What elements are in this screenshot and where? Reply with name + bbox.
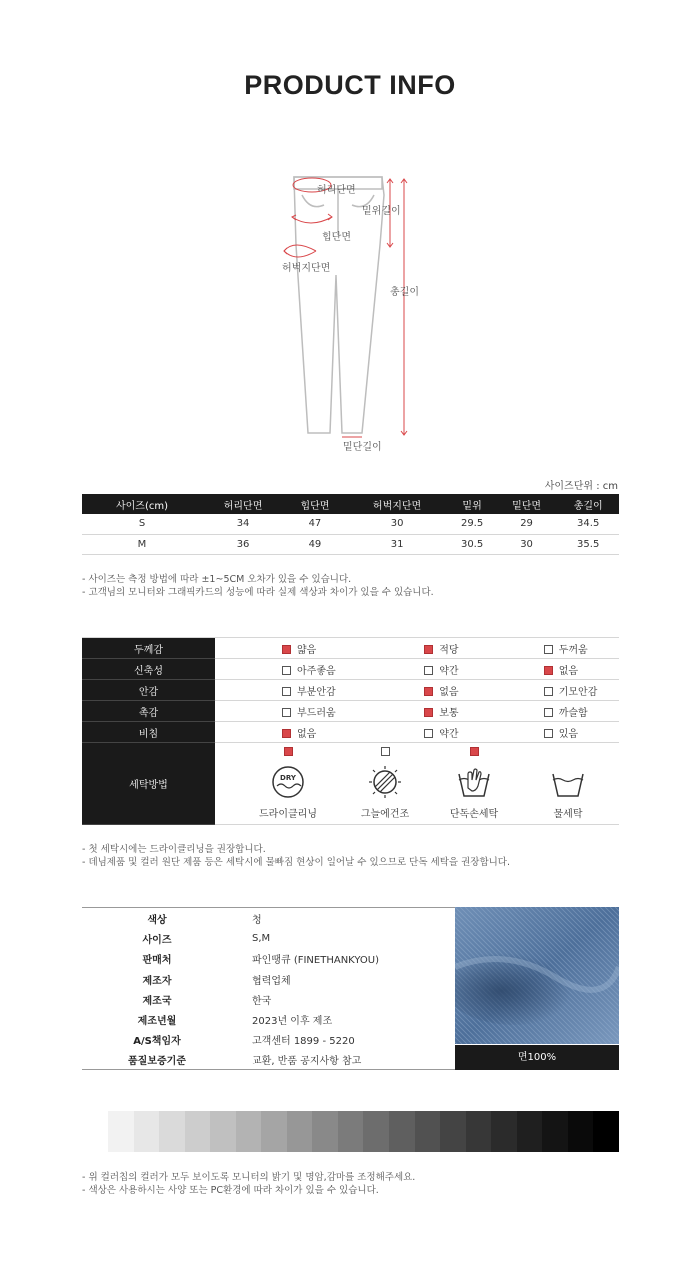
info-key: 판매처 <box>142 955 172 967</box>
cell: 49 <box>284 534 346 554</box>
wash-item-label: 단독손세탁 <box>449 809 499 820</box>
cell: 29 <box>496 514 558 534</box>
checked-box-icon <box>282 645 291 654</box>
checkbox <box>381 747 390 756</box>
cell: M <box>82 534 202 554</box>
color-chip <box>440 1111 466 1152</box>
note-line: - 사이즈는 측정 방법에 따라 ±1~5CM 오차가 있을 수 있습니다. <box>82 574 352 585</box>
feel-option-label: 아주좋음 <box>297 665 336 677</box>
info-key: A/S책임자 <box>133 1036 181 1048</box>
size-unit: 사이즈단위 : cm <box>544 481 618 492</box>
wash-item-label: 드라이클리닝 <box>259 809 317 820</box>
header-length: 총길이 <box>557 494 619 514</box>
info-row-as <box>82 1030 455 1050</box>
feel-option <box>477 722 619 743</box>
unchecked-box-icon <box>424 729 433 738</box>
wash-item-water-wash <box>528 743 608 820</box>
color-chip <box>261 1111 287 1152</box>
note-line: - 고객님의 모니터와 그래픽카드의 성능에 따라 실제 색상과 차이가 있을 수 있습니다. <box>82 587 434 598</box>
fabric-feel-table <box>82 637 619 825</box>
header-rise: 밑위 <box>448 494 495 514</box>
unchecked-box-icon <box>282 687 291 696</box>
info-key: 제조년월 <box>137 1016 177 1028</box>
color-chip <box>312 1111 338 1152</box>
size-notes <box>82 573 434 599</box>
fabric-composition-label: 면100% <box>455 1045 619 1070</box>
feel-option-label: 약간 <box>439 665 459 677</box>
color-chip <box>108 1111 134 1152</box>
feel-row <box>82 680 619 701</box>
info-value: 한국 <box>252 995 272 1007</box>
info-key: 색상 <box>147 914 167 926</box>
info-value: 2023년 이후 제조 <box>252 1016 333 1028</box>
feel-option <box>477 638 619 659</box>
cell: 29.5 <box>448 514 495 534</box>
color-chip <box>491 1111 517 1152</box>
header-size: 사이즈(cm) <box>82 494 202 514</box>
info-value: 협력업체 <box>252 975 291 987</box>
hip-label: 힙단면 <box>322 232 351 243</box>
feel-option <box>477 701 619 722</box>
feel-option-label: 있음 <box>558 728 579 740</box>
unchecked-box-icon <box>544 687 553 696</box>
info-row-warranty <box>82 1050 455 1070</box>
wash-item-shade-dry <box>345 743 425 820</box>
feel-option <box>215 701 357 722</box>
feel-option-label: 보통 <box>439 707 459 719</box>
checked-box-icon <box>424 708 433 717</box>
feel-row-label: 촉감 <box>82 701 215 722</box>
info-key: 제조자 <box>142 975 172 987</box>
info-value: 고객센터 1899 - 5220 <box>252 1036 355 1048</box>
info-value: 교환, 반품 공지사항 참고 <box>252 1056 362 1068</box>
note-line: - 위 컬러칩의 컬러가 모두 보이도록 모니터의 밝기 및 명암,감마를 조정해주세요. <box>82 1172 416 1183</box>
wash-notes <box>82 843 510 869</box>
wash-method-cell <box>215 743 619 825</box>
shade-dry-icon <box>367 766 403 798</box>
feel-option-label: 없음 <box>439 686 459 698</box>
color-chip <box>363 1111 389 1152</box>
feel-option <box>357 638 476 659</box>
color-chip <box>517 1111 543 1152</box>
info-row-seller <box>82 949 455 969</box>
info-key: 사이즈 <box>142 934 172 946</box>
feel-option <box>477 659 619 680</box>
thigh-label: 허벅지단면 <box>282 263 331 274</box>
header-thigh: 허벅지단면 <box>346 494 449 514</box>
color-chip <box>287 1111 313 1152</box>
note-line: - 데님제품 및 컬러 원단 제품 등은 세탁시에 물빠짐 현상이 일어날 수 있으므로 단독 세탁을 권장합니다. <box>82 857 511 868</box>
color-chip <box>593 1111 619 1152</box>
cell: S <box>82 514 202 534</box>
feel-row-label: 비침 <box>82 722 215 743</box>
color-chip <box>338 1111 364 1152</box>
wash-item-label: 그늘에건조 <box>360 809 410 820</box>
rise-label: 밑위길이 <box>362 206 401 217</box>
cell: 30 <box>346 514 449 534</box>
gray-scale-color-chip <box>108 1111 619 1152</box>
info-value: 청 <box>252 914 262 926</box>
info-key: 제조국 <box>142 995 172 1007</box>
color-chip <box>542 1111 568 1152</box>
feel-option-label: 약간 <box>439 728 459 740</box>
checked-box-icon <box>424 687 433 696</box>
color-chip <box>134 1111 160 1152</box>
info-row-size <box>82 928 455 948</box>
cell: 36 <box>202 534 284 554</box>
waist-label: 허리단면 <box>317 185 356 196</box>
color-chip <box>210 1111 236 1152</box>
color-chip <box>389 1111 415 1152</box>
hem-label: 밑단길이 <box>343 442 382 453</box>
feel-row-label: 안감 <box>82 680 215 701</box>
checkbox <box>284 747 293 756</box>
info-value: 파인땡큐 (FINETHANKYOU) <box>252 955 380 967</box>
water-wash-icon <box>550 766 586 798</box>
pants-outline-icon <box>270 165 430 465</box>
size-table-header <box>82 494 619 514</box>
color-chip <box>415 1111 441 1152</box>
wash-item-dry-clean <box>248 743 328 820</box>
checkbox <box>470 747 479 756</box>
feel-option <box>477 680 619 701</box>
header-hip: 힙단면 <box>284 494 346 514</box>
unchecked-box-icon <box>282 708 291 717</box>
feel-option <box>357 701 476 722</box>
size-table <box>82 494 619 555</box>
color-chip <box>185 1111 211 1152</box>
feel-row <box>82 659 619 680</box>
feel-row-label: 신축성 <box>82 659 215 680</box>
info-row-color <box>82 908 455 928</box>
color-chip <box>159 1111 185 1152</box>
feel-option-label: 두꺼움 <box>558 644 588 656</box>
feel-option-label: 없음 <box>558 665 579 677</box>
checked-box-icon <box>424 645 433 654</box>
dry-icon-text: DRY <box>280 774 296 782</box>
feel-option <box>215 638 357 659</box>
header-waist: 허리단면 <box>202 494 284 514</box>
wash-item-hand-wash <box>434 743 514 820</box>
checked-box-icon <box>282 729 291 738</box>
fabric-swatch-image <box>455 907 619 1044</box>
feel-option-label: 부드러움 <box>297 707 336 719</box>
feel-option <box>215 680 357 701</box>
feel-option-label: 부분안감 <box>297 686 336 698</box>
info-row-date <box>82 1009 455 1029</box>
note-line: - 색상은 사용하시는 사양 또는 PC환경에 따라 차이가 있을 수 있습니다. <box>82 1185 379 1196</box>
cell: 30 <box>496 534 558 554</box>
feel-option <box>357 659 476 680</box>
wash-method-label: 세탁방법 <box>82 743 215 825</box>
table-row <box>82 534 619 554</box>
feel-option <box>215 659 357 680</box>
feel-option <box>357 680 476 701</box>
info-row-maker <box>82 969 455 989</box>
hand-wash-icon <box>456 766 492 798</box>
cell: 31 <box>346 534 449 554</box>
unchecked-box-icon <box>544 645 553 654</box>
header-hem: 밑단면 <box>496 494 558 514</box>
feel-option-label: 얇음 <box>297 644 317 656</box>
cell: 34 <box>202 514 284 534</box>
feel-row <box>82 638 619 659</box>
color-notes <box>82 1171 415 1197</box>
cell: 30.5 <box>448 534 495 554</box>
feel-option-label: 적당 <box>439 644 459 656</box>
wash-method-row <box>82 743 619 825</box>
color-chip <box>568 1111 594 1152</box>
info-key: 품질보증기준 <box>128 1056 186 1068</box>
feel-row <box>82 722 619 743</box>
cell: 34.5 <box>557 514 619 534</box>
cell: 35.5 <box>557 534 619 554</box>
feel-row <box>82 701 619 722</box>
feel-option-label: 까슬함 <box>558 707 588 719</box>
unchecked-box-icon <box>544 708 553 717</box>
info-value: S,M <box>252 932 271 944</box>
unchecked-box-icon <box>424 666 433 675</box>
unchecked-box-icon <box>282 666 291 675</box>
feel-row-label: 두께감 <box>82 638 215 659</box>
feel-option <box>357 722 476 743</box>
info-row-country <box>82 989 455 1009</box>
table-row <box>82 514 619 534</box>
feel-option <box>215 722 357 743</box>
feel-option-label: 기모안감 <box>558 686 598 698</box>
product-info-list <box>82 907 455 1070</box>
checked-box-icon <box>544 666 553 675</box>
dry-clean-icon <box>270 766 306 798</box>
cell: 47 <box>284 514 346 534</box>
pants-measurement-diagram <box>270 165 430 465</box>
note-line: - 첫 세탁시에는 드라이클리닝을 권장합니다. <box>82 844 266 855</box>
color-chip <box>466 1111 492 1152</box>
color-chip <box>236 1111 262 1152</box>
page-title: PRODUCT INFO <box>244 70 456 100</box>
length-label: 총길이 <box>390 287 419 298</box>
wash-item-label: 물세탁 <box>553 809 583 820</box>
feel-option-label: 없음 <box>297 728 317 740</box>
unchecked-box-icon <box>544 729 553 738</box>
